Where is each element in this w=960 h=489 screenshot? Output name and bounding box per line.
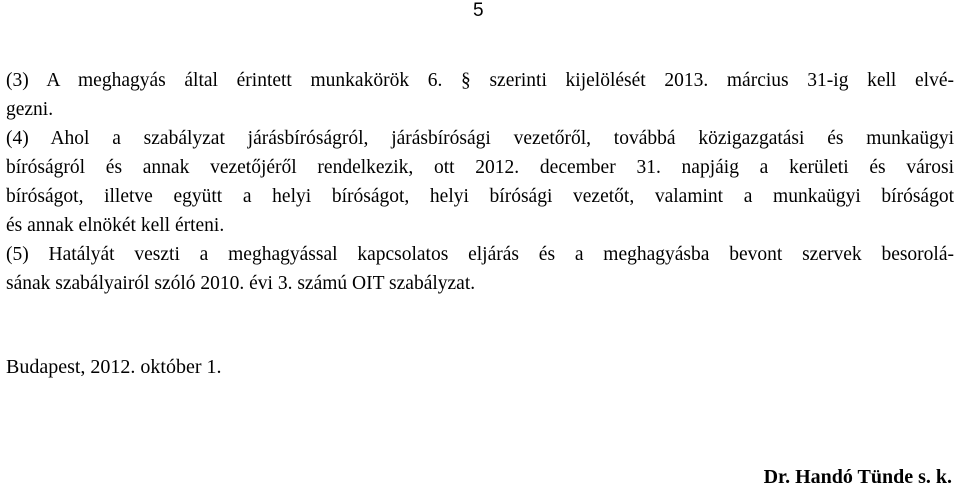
paragraph-4-line-2: bíróságról és annak vezetőjéről rendelkezik, ott 2012. december 31. napjáig a kerületi és városi: [6, 157, 954, 178]
paragraph-5: [6, 240, 954, 298]
paragraph-3-line-2: gezni.: [6, 99, 54, 120]
paragraph-4-line-1: (4) Ahol a szabályzat járásbíróságról, járásbírósági vezetőről, továbbá közigazgatási és munkaügyi: [6, 128, 954, 149]
paragraph-5-line-2: sának szabályairól szóló 2010. évi 3. számú OIT szabályzat.: [6, 273, 476, 294]
paragraph-5-line-1: (5) Hatályát veszti a meghagyással kapcsolatos eljárás és a meghagyásba bevont szervek besorolá-: [6, 244, 954, 265]
document-body: [6, 66, 954, 298]
paragraph-3-line-1: (3) A meghagyás által érintett munkakörök 6. § szerinti kijelölését 2013. március 31-ig kell elvé-: [6, 70, 954, 91]
paragraph-4-line-3: bíróságot, illetve együtt a helyi bíróságot, helyi bírósági vezetőt, valamint a munkaügyi bíróságot: [6, 186, 954, 207]
signature: Dr. Handó Tünde s. k.: [763, 466, 952, 488]
date-line: Budapest, 2012. október 1.: [6, 356, 222, 378]
page-number: 5: [473, 0, 484, 21]
paragraph-4-line-4: és annak elnökét kell érteni.: [6, 215, 225, 236]
paragraph-4: [6, 124, 954, 240]
paragraph-3: [6, 66, 954, 124]
